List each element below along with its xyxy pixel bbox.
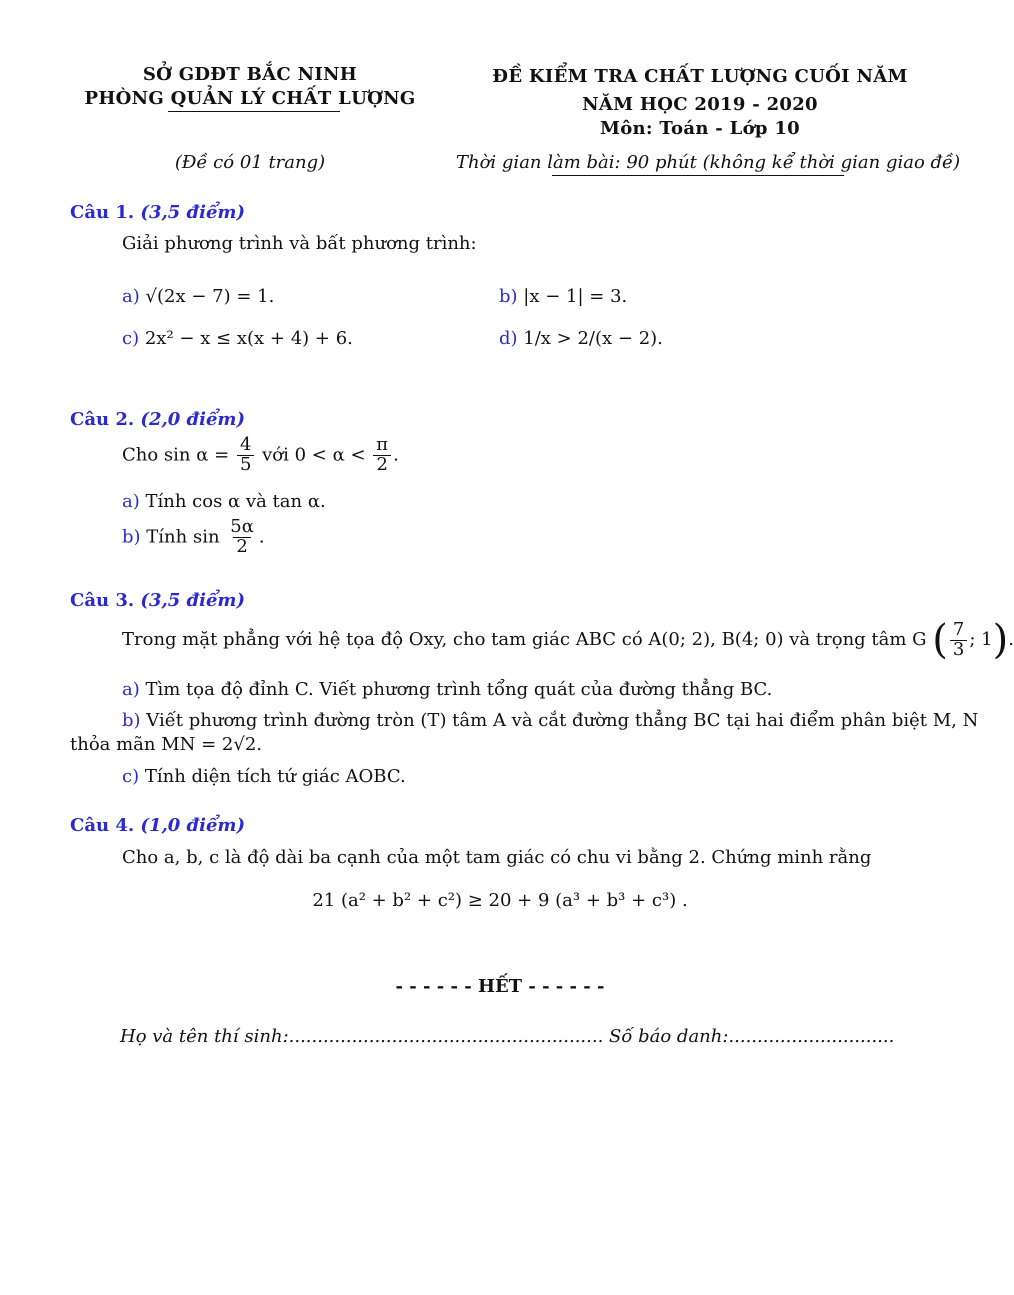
q1-points: (3,5 điểm)	[140, 202, 245, 223]
q2-item-b-frac	[227, 518, 257, 557]
q3-item-c	[122, 766, 406, 787]
org-line-1: SỞ GDĐT BẮC NINH	[142, 64, 358, 85]
q1-item-c-mark: c)	[122, 328, 140, 349]
q2-item-a-mark: a)	[122, 491, 140, 512]
q1-item-c	[122, 328, 353, 349]
q3-prompt: Trong mặt phẳng với hệ tọa độ Oxy, cho tam giác ABC có A(0; 2), B(4; 0) và trọng tâm G ( $\frac{7}{3}$ ; 1).	[122, 617, 1014, 663]
q1-prompt: Giải phương trình và bất phương trình:	[122, 233, 477, 254]
q2-item-b-mark: b)	[122, 526, 141, 548]
q2-item-b-frac-den: 2	[233, 537, 250, 557]
q3-paren-close: )	[992, 617, 1009, 663]
q2-item-b-pre: Tính sin	[146, 526, 220, 548]
q3-prompt-text: Trong mặt phẳng với hệ tọa độ Oxy, cho tam giác ABC có A(0; 2), B(4; 0) và trọng tâm G	[122, 629, 927, 650]
q1-item-a	[122, 286, 274, 307]
end-marker: - - - - - - HẾT - - - - - -	[395, 976, 605, 997]
q1-item-b-mark: b)	[499, 286, 518, 307]
q3-item-c-mark: c)	[122, 766, 140, 787]
q2-prompt: Cho sin α = $\frac{4}{5}$ với 0 < α < $\frac{\pi}{2}$ .	[122, 434, 399, 475]
q2-points: (2,0 điểm)	[140, 409, 245, 430]
q3-g-den: 3	[950, 640, 967, 660]
q3-item-a-text: Tìm tọa độ đỉnh C. Viết phương trình tổng quát của đường thẳng BC.	[145, 679, 773, 700]
q3-g-num: 7	[952, 618, 965, 640]
q1-item-a-mark: a)	[122, 286, 140, 307]
q2-frac-sin-den: 5	[237, 455, 254, 475]
q2-prompt-mid: với 0 < α <	[262, 444, 366, 466]
q2-frac-sin-num: 4	[239, 434, 252, 455]
time-note: Thời gian làm bài: 90 phút (không kể thời gian giao đề)	[456, 152, 961, 173]
org-line-2: PHÒNG QUẢN LÝ CHẤT LƯỢNG	[84, 88, 416, 109]
q1-item-d-mark: d)	[499, 328, 518, 349]
q2-frac-pi	[373, 436, 391, 475]
q2-item-b: b) Tính sin $\frac{5\alpha}{2}$ .	[122, 516, 265, 557]
q3-g-frac	[950, 618, 967, 660]
q3-paren-open: (	[932, 617, 948, 663]
q3-g-rest: ; 1	[969, 629, 993, 650]
q1-item-b-expr: |x − 1| = 3.	[523, 286, 628, 307]
q1-title	[70, 202, 245, 223]
q4-points: (1,0 điểm)	[140, 815, 245, 836]
q4-title	[70, 815, 245, 836]
q1-item-d	[499, 328, 663, 349]
q4-label: Câu 4.	[70, 815, 135, 836]
org-underline	[168, 111, 340, 112]
q1-item-d-expr: 1/x > 2/(x − 2).	[523, 328, 663, 349]
q3-item-b-mark: b)	[122, 710, 141, 731]
candidate-line: Họ và tên thí sinh:....................................................... Số báo danh:.............................	[120, 1026, 895, 1047]
q3-label: Câu 3.	[70, 590, 135, 611]
q2-item-a	[122, 491, 326, 512]
q1-label: Câu 1.	[70, 202, 135, 223]
q2-frac-pi-den: 2	[373, 455, 390, 475]
q3-points: (3,5 điểm)	[140, 590, 245, 611]
q3-title	[70, 590, 245, 611]
q3-item-c-text: Tính diện tích tứ giác AOBC.	[144, 766, 406, 787]
q2-title	[70, 409, 245, 430]
q2-frac-sin	[237, 436, 254, 475]
q2-label: Câu 2.	[70, 409, 135, 430]
q1-item-c-expr: 2x² − x ≤ x(x + 4) + 6.	[144, 328, 353, 349]
q4-inequality: 21 (a² + b² + c²) ≥ 20 + 9 (a³ + b³ + c³) .	[312, 890, 688, 911]
pages-note: (Đề có 01 trang)	[174, 152, 326, 173]
time-underline	[552, 175, 844, 176]
q2-frac-pi-num: π	[376, 434, 389, 455]
q2-prompt-pre: Cho sin α =	[122, 444, 230, 466]
q3-item-a	[122, 679, 772, 700]
q4-prompt: Cho a, b, c là độ dài ba cạnh của một tam giác có chu vi bằng 2. Chứng minh rằng	[122, 847, 872, 868]
q3-item-a-mark: a)	[122, 679, 140, 700]
q3-item-b-cont: thỏa mãn MN = 2√2.	[70, 734, 263, 755]
q1-item-b	[499, 286, 627, 307]
exam-title: ĐỀ KIỂM TRA CHẤT LƯỢNG CUỐI NĂM	[492, 66, 908, 87]
school-year: NĂM HỌC 2019 - 2020	[582, 94, 818, 115]
q2-item-a-text: Tính cos α và tan α.	[145, 491, 326, 512]
q3-item-b-text: Viết phương trình đường tròn (T) tâm A và cắt đường thẳng BC tại hai điểm phân biệt M, N	[146, 710, 979, 731]
q2-item-b-frac-num: 5α	[230, 516, 254, 537]
q1-item-a-expr: √(2x − 7) = 1.	[145, 286, 275, 307]
q3-item-b	[122, 710, 978, 731]
subject: Môn: Toán - Lớp 10	[600, 118, 800, 139]
